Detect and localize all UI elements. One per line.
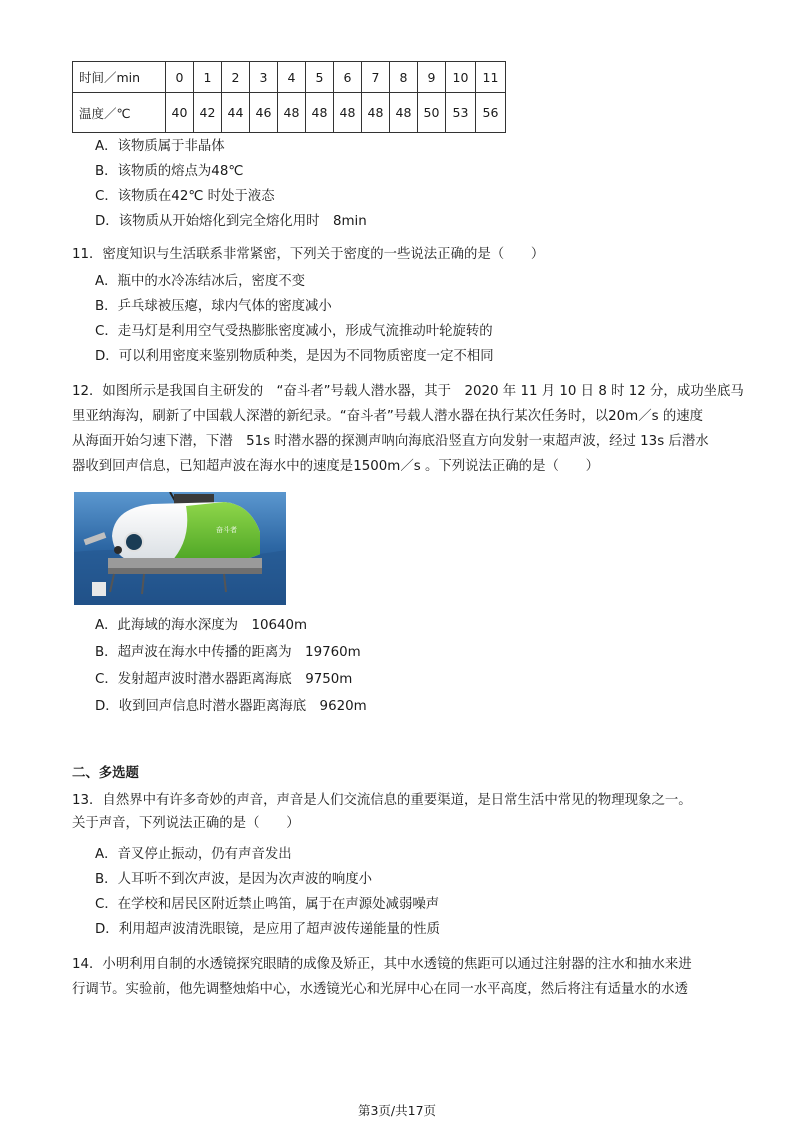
q11-option-c: C．走马灯是利用空气受热膨胀密度减小，形成气流推动叶轮旋转的 xyxy=(95,324,493,339)
temperature-cell: 44 xyxy=(222,93,250,133)
temperature-cell: 50 xyxy=(418,93,446,133)
q14-stem-line-2: 行调节。实验前，他先调整烛焰中心，水透镜光心和光屏中心在同一水平高度，然后将注有适量水的水透 xyxy=(72,982,688,997)
time-cell: 6 xyxy=(334,62,362,93)
submersible-photo xyxy=(74,492,286,605)
q12-option-c: C．发射超声波时潜水器距离海底 9750m xyxy=(95,672,353,687)
q12-option-a: A．此海域的海水深度为 10640m xyxy=(95,618,308,633)
time-cell: 1 xyxy=(194,62,222,93)
q12-option-d: D．收到回声信息时潜水器距离海底 9620m xyxy=(95,699,367,714)
q13-option-a: A．音叉停止振动，仍有声音发出 xyxy=(95,847,292,862)
q13-stem-line-1: 13．自然界中有许多奇妙的声音，声音是人们交流信息的重要渠道，是日常生活中常见的物理现象之一。 xyxy=(72,793,692,808)
q10-option-b: B．该物质的熔点为48℃ xyxy=(95,164,244,179)
table-row xyxy=(73,93,506,133)
q11-option-b: B．乒乓球被压瘪，球内气体的密度减小 xyxy=(95,299,332,314)
temperature-cell: 40 xyxy=(166,93,194,133)
q10-option-d: D．该物质从开始熔化到完全熔化用时 8min xyxy=(95,214,367,229)
section-title: 二、多选题 xyxy=(72,766,139,781)
temperature-cell: 53 xyxy=(446,93,476,133)
time-cell: 7 xyxy=(362,62,390,93)
q12-stem-line-2: 里亚纳海沟，刷新了中国载人深潜的新纪录。“奋斗者”号载人潜水器在执行某次任务时，以20m／s 的速度 xyxy=(72,409,703,424)
q12-stem-line-4: 器收到回声信息，已知超声波在海水中的速度是1500m／s 。下列说法正确的是（ ） xyxy=(72,459,600,474)
time-cell: 2 xyxy=(222,62,250,93)
q13-option-d: D．利用超声波清洗眼镜，是应用了超声波传递能量的性质 xyxy=(95,922,441,937)
q10-option-c: C．该物质在42℃ 时处于液态 xyxy=(95,189,275,204)
q13-option-c: C．在学校和居民区附近禁止鸣笛，属于在声源处减弱噪声 xyxy=(95,897,440,912)
q11-stem: 11．密度知识与生活联系非常紧密，下列关于密度的一些说法正确的是（ ） xyxy=(72,247,545,262)
temperature-cell: 42 xyxy=(194,93,222,133)
time-cell: 5 xyxy=(306,62,334,93)
time-cell: 8 xyxy=(390,62,418,93)
table-row xyxy=(73,62,506,93)
time-cell: 11 xyxy=(476,62,506,93)
q11-option-d: D．可以利用密度来鉴别物质种类，是因为不同物质密度一定不相同 xyxy=(95,349,494,364)
submersible-illustration xyxy=(74,492,286,605)
time-cell: 9 xyxy=(418,62,446,93)
temperature-cell: 46 xyxy=(250,93,278,133)
time-cell: 4 xyxy=(278,62,306,93)
temperature-cell: 48 xyxy=(362,93,390,133)
q12-stem-line-1: 12．如图所示是我国自主研发的 “奋斗者”号载人潜水器，其于 2020 年 11 月 10 日 8 时 12 分，成功坐底马 xyxy=(72,384,744,399)
time-temperature-table xyxy=(72,61,506,133)
q11-option-a: A．瓶中的水冷冻结冰后，密度不变 xyxy=(95,274,306,289)
time-header-cell: 时间／min xyxy=(73,62,166,93)
q13-option-b: B．人耳听不到次声波，是因为次声波的响度小 xyxy=(95,872,372,887)
time-cell: 10 xyxy=(446,62,476,93)
q12-option-b: B．超声波在海水中传播的距离为 19760m xyxy=(95,645,361,660)
temperature-header-cell: 温度／℃ xyxy=(73,93,166,133)
temperature-cell: 48 xyxy=(278,93,306,133)
q13-stem-line-2: 关于声音，下列说法正确的是（ ） xyxy=(72,816,300,831)
temperature-cell: 48 xyxy=(334,93,362,133)
time-cell: 0 xyxy=(166,62,194,93)
page-number-footer: 第3页/共17页 xyxy=(357,1103,437,1118)
q12-stem-line-3: 从海面开始匀速下潜，下潜 51s 时潜水器的探测声呐向海底沿竖直方向发射一束超声波，经过 13s 后潜水 xyxy=(72,434,709,449)
temperature-cell: 48 xyxy=(390,93,418,133)
submersible-name-label: 奋斗者 xyxy=(216,526,237,534)
q10-option-a: A．该物质属于非晶体 xyxy=(95,139,225,154)
temperature-cell: 48 xyxy=(306,93,334,133)
time-cell: 3 xyxy=(250,62,278,93)
temperature-cell: 56 xyxy=(476,93,506,133)
q14-stem-line-1: 14．小明利用自制的水透镜探究眼睛的成像及矫正，其中水透镜的焦距可以通过注射器的注水和抽水来进 xyxy=(72,957,692,972)
